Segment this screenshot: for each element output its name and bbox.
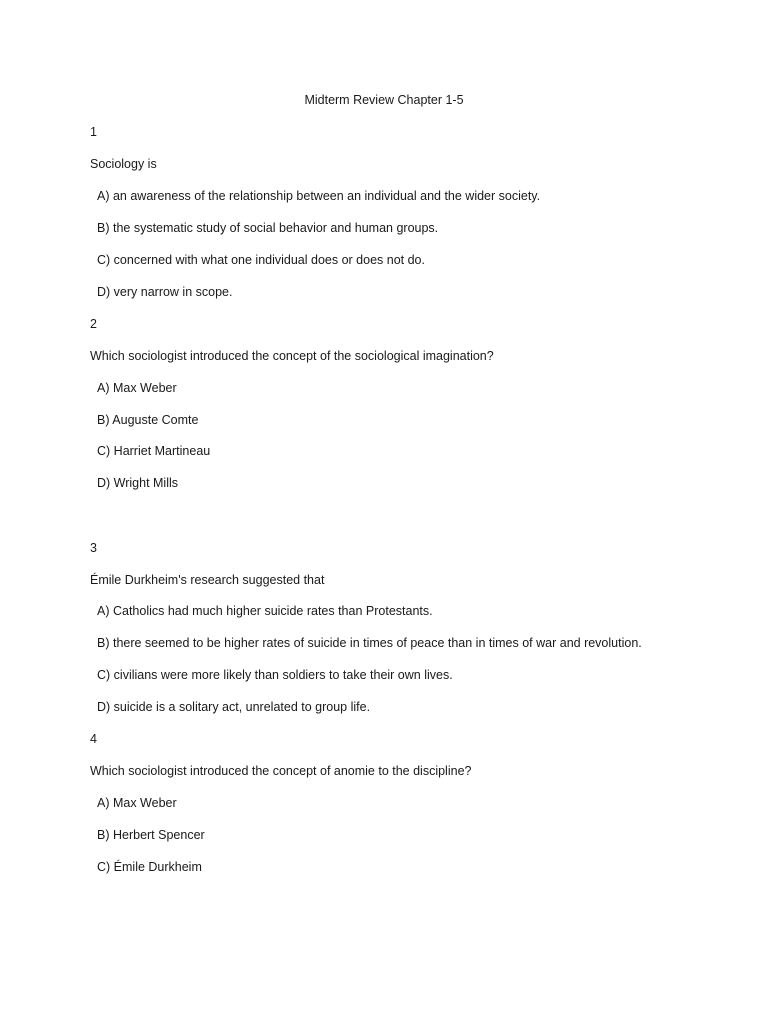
- answer-option: A) Max Weber: [97, 381, 177, 395]
- answer-option: C) civilians were more likely than soldiers to take their own lives.: [97, 668, 453, 682]
- answer-option: D) suicide is a solitary act, unrelated to group life.: [97, 700, 371, 714]
- question-prompt: Sociology is: [90, 157, 157, 171]
- answer-option: B) the systematic study of social behavior and human groups.: [97, 221, 439, 235]
- answer-option: B) Auguste Comte: [97, 413, 199, 427]
- question-number: 3: [90, 541, 97, 555]
- question-prompt: Which sociologist introduced the concept of the sociological imagination?: [90, 349, 494, 363]
- question-prompt: Émile Durkheim's research suggested that: [90, 573, 325, 587]
- document-title: Midterm Review Chapter 1-5: [304, 93, 464, 107]
- answer-option: D) very narrow in scope.: [97, 285, 233, 299]
- answer-option: C) Harriet Martineau: [97, 444, 211, 458]
- answer-option: C) concerned with what one individual does or does not do.: [97, 253, 425, 267]
- answer-option: A) Catholics had much higher suicide rates than Protestants.: [97, 604, 433, 618]
- question-number: 4: [90, 732, 97, 746]
- question-prompt: Which sociologist introduced the concept of anomie to the discipline?: [90, 764, 472, 778]
- answer-option: A) Max Weber: [97, 796, 177, 810]
- question-number: 2: [90, 317, 97, 331]
- answer-option: D) Wright Mills: [97, 476, 179, 490]
- answer-option: C) Émile Durkheim: [97, 860, 202, 874]
- answer-option: B) there seemed to be higher rates of suicide in times of peace than in times of war and revolution.: [97, 636, 642, 650]
- answer-option: A) an awareness of the relationship between an individual and the wider society.: [97, 189, 541, 203]
- answer-option: B) Herbert Spencer: [97, 828, 205, 842]
- question-number: 1: [90, 125, 97, 139]
